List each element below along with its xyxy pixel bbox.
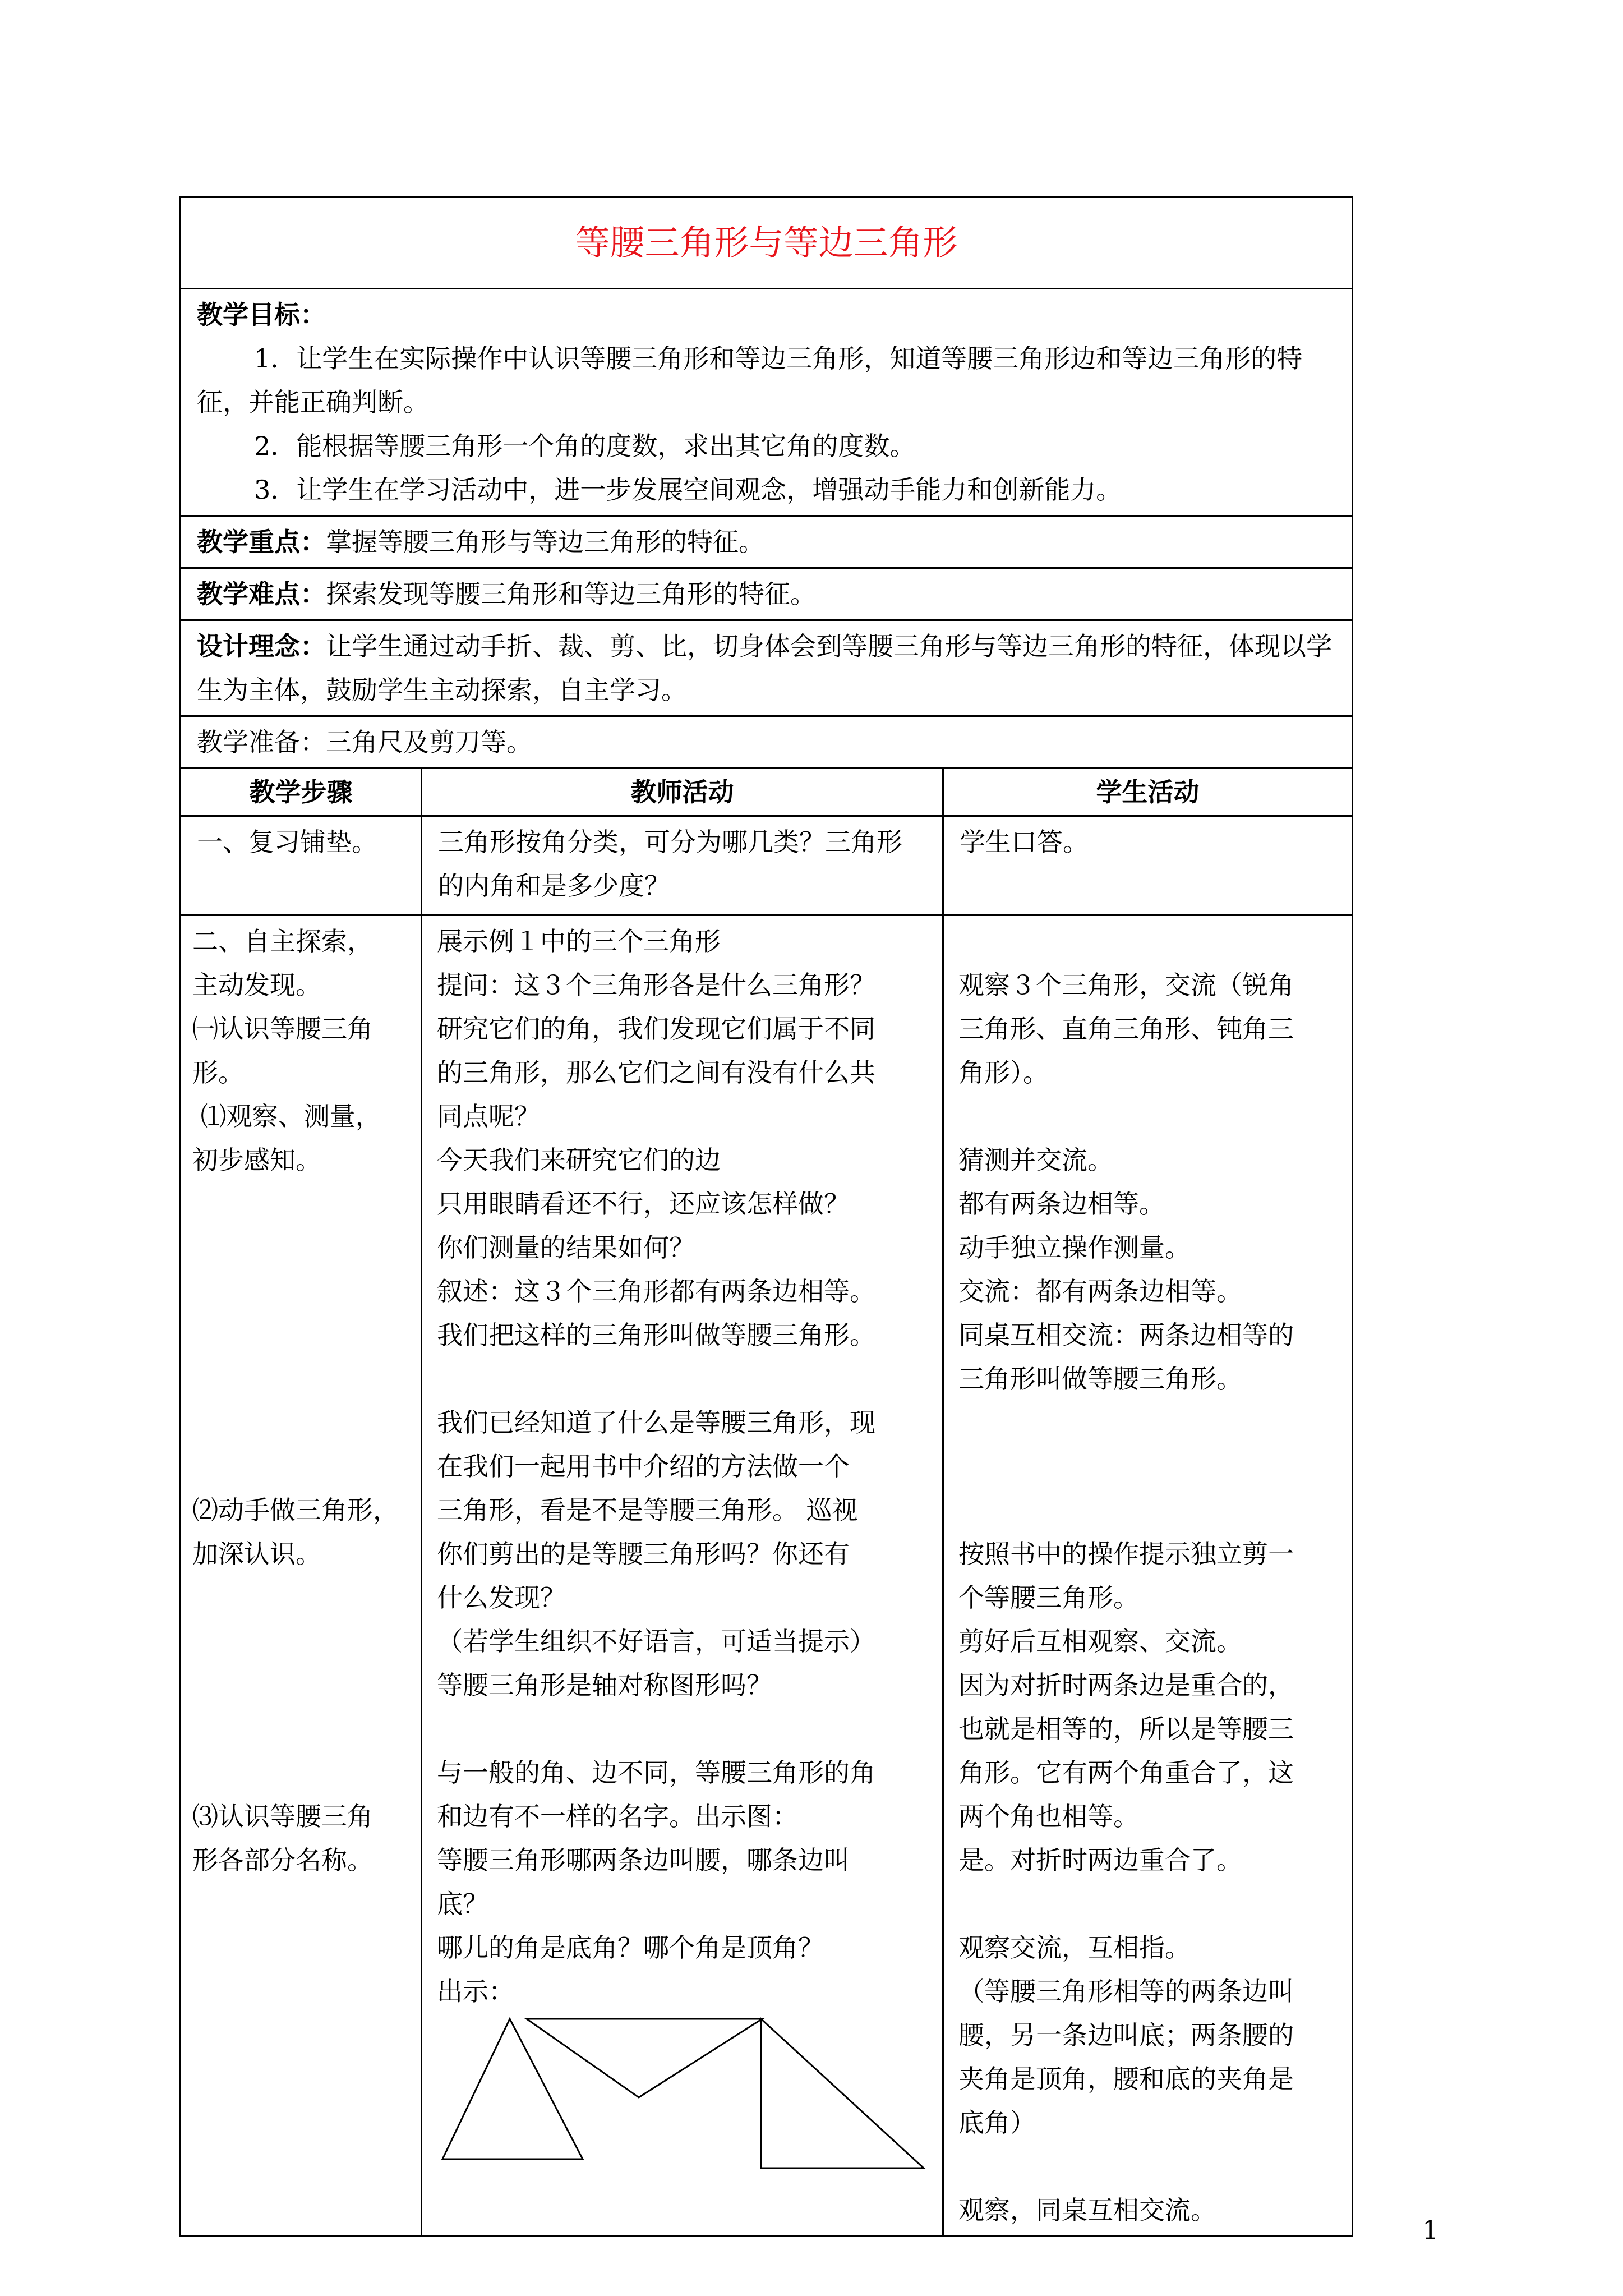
student-line: 动手独立操作测量。 (958, 1232, 1191, 1263)
teacher-line: 我们把这样的三角形叫做等腰三角形。 (437, 1320, 875, 1350)
step-line: 形。 (192, 1057, 244, 1088)
teacher-line: 哪儿的角是底角？哪个角是顶角？ (437, 1932, 824, 1963)
teacher-line: 与一般的角、边不同，等腰三角形的角 (437, 1757, 875, 1788)
student-line: 夹角是顶角，腰和底的夹角是 (958, 2064, 1294, 2094)
step-line: 形各部分名称。 (192, 1845, 373, 1875)
right-isosceles-triangle (761, 2019, 924, 2168)
obtuse-isosceles-triangle (527, 2019, 762, 2097)
header-steps: 教学步骤 (181, 769, 422, 816)
objective-item-2: 2．能根据等腰三角形一个角的度数，求出其它角的度数。 (254, 431, 916, 461)
student-line: 角形。它有两个角重合了，这 (958, 1757, 1294, 1788)
teacher-line: 底？ (437, 1889, 488, 1919)
teacher-line: 三角形，看是不是等腰三角形。 巡视 (437, 1495, 858, 1525)
student-line: 都有两条边相等。 (958, 1189, 1165, 1219)
difficulty-cell (181, 568, 1353, 620)
teacher-line: 叙述：这３个三角形都有两条边相等。 (437, 1276, 875, 1306)
student-line: 是。对折时两边重合了。 (958, 1845, 1242, 1875)
lesson-plan-table (179, 196, 1353, 2237)
student-line: 两个角也相等。 (958, 1801, 1139, 1832)
difficulty-row (181, 568, 1353, 620)
step-line: 主动发现。 (192, 970, 321, 1000)
difficulty-text: 探索发现等腰三角形和等边三角形的特征。 (326, 579, 816, 609)
step-line: 二、自主探索， (192, 926, 373, 956)
teacher-line: 你们测量的结果如何？ (437, 1232, 695, 1263)
step-line: 初步感知。 (192, 1145, 321, 1175)
student-line: 猜测并交流。 (958, 1145, 1113, 1175)
teacher-line: 我们已经知道了什么是等腰三角形，现 (437, 1407, 875, 1438)
student-line: 交流：都有两条边相等。 (958, 1276, 1242, 1306)
teacher-line: 展示例１中的三个三角形 (437, 926, 721, 956)
student-line: 三角形叫做等腰三角形。 (958, 1364, 1242, 1394)
page-number: 1 (1422, 2215, 1439, 2245)
teacher-line: 提问：这３个三角形各是什么三角形？ (437, 970, 875, 1000)
step-line: ㈠认识等腰三角 (192, 1014, 373, 1044)
objectives-row (181, 289, 1353, 516)
step-line: 加深认识。 (192, 1539, 321, 1569)
key-point-text: 掌握等腰三角形与等边三角形的特征。 (326, 527, 764, 557)
header-teacher: 教师活动 (422, 769, 943, 816)
objective-item-3: 3．让学生在学习活动中，进一步发展空间观念，增强动手能力和创新能力。 (254, 475, 1122, 505)
teacher-line: 同点呢？ (437, 1101, 540, 1131)
student-line: 观察交流，互相指。 (958, 1932, 1191, 1963)
step-line: ⑵动手做三角形， (192, 1495, 399, 1525)
step-line: ⑶认识等腰三角 (192, 1801, 373, 1832)
review-teacher: 三角形按角分类，可分为哪几类？三角形的内角和是多少度？ (422, 816, 943, 915)
explore-step-cell (181, 915, 422, 2237)
student-line: 按照书中的操作提示独立剪一 (958, 1539, 1294, 1569)
student-line: 因为对折时两条边是重合的， (958, 1670, 1294, 1700)
teacher-line: 在我们一起用书中介绍的方法做一个 (437, 1451, 850, 1481)
isosceles-triangles-figure (437, 2013, 930, 2170)
objectives-label: 教学目标： (197, 300, 326, 330)
teacher-line: 什么发现？ (437, 1582, 566, 1613)
teacher-line: 等腰三角形是轴对称图形吗？ (437, 1670, 772, 1700)
teacher-line: 你们剪出的是等腰三角形吗？你还有 (437, 1539, 850, 1569)
review-row (181, 816, 1353, 915)
teacher-line: 只用眼睛看还不行，还应该怎样做？ (437, 1189, 850, 1219)
student-line: 同桌互相交流：两条边相等的 (958, 1320, 1294, 1350)
student-line: 底角） (958, 2108, 1036, 2138)
student-line: 三角形、直角三角形、钝角三 (958, 1014, 1294, 1044)
difficulty-label: 教学难点： (197, 579, 326, 609)
explore-student-cell (943, 915, 1353, 2237)
explore-row (181, 915, 1353, 2237)
student-line: 观察３个三角形，交流（锐角 (958, 970, 1294, 1000)
column-header-row (181, 769, 1353, 816)
review-step: 一、复习铺垫。 (181, 816, 422, 915)
key-point-label: 教学重点： (197, 527, 326, 557)
header-student: 学生活动 (943, 769, 1353, 816)
design-text: 让学生通过动手折、裁、剪、比，切身体会到等腰三角形与等边三角形的特征，体现以学生为主体，鼓励学生主动探索，自主学习。 (197, 631, 1332, 705)
teacher-line: 研究它们的角，我们发现它们属于不同 (437, 1014, 875, 1044)
design-row (181, 620, 1353, 716)
title-row (181, 197, 1353, 289)
step-line: ⑴观察、测量， (192, 1101, 381, 1131)
acute-isosceles-triangle (442, 2019, 583, 2159)
objective-item-1: 1．让学生在实际操作中认识等腰三角形和等边三角形，知道等腰三角形边和等边三角形的特征，并能正确判断。 (197, 343, 1303, 417)
student-line: 个等腰三角形。 (958, 1582, 1139, 1613)
review-student: 学生口答。 (943, 816, 1353, 915)
student-line: 剪好后互相观察、交流。 (958, 1626, 1242, 1657)
explore-teacher-cell (422, 915, 943, 2237)
student-line: 腰，另一条边叫底；两条腰的 (958, 2020, 1294, 2050)
teacher-line: 出示： (437, 1976, 514, 2007)
preparation-text: 教学准备：三角尺及剪刀等。 (197, 727, 532, 757)
key-point-cell (181, 516, 1353, 568)
teacher-line: 等腰三角形哪两条边叫腰，哪条边叫 (437, 1845, 850, 1875)
page-title: 等腰三角形与等边三角形 (575, 222, 958, 263)
objectives-cell (181, 289, 1353, 516)
design-cell (181, 620, 1353, 716)
teacher-line: 的三角形，那么它们之间有没有什么共 (437, 1057, 875, 1088)
design-label: 设计理念： (197, 631, 326, 661)
student-line: 观察，同桌互相交流。 (958, 2195, 1216, 2225)
teacher-line: 和边有不一样的名字。出示图： (437, 1801, 798, 1832)
preparation-cell (181, 716, 1353, 769)
student-line: （等腰三角形相等的两条边叫 (958, 1976, 1294, 2007)
teacher-line: （若学生组织不好语言，可适当提示） (437, 1626, 875, 1657)
student-line: 也就是相等的，所以是等腰三 (958, 1714, 1294, 1744)
preparation-row (181, 716, 1353, 769)
teacher-line: 今天我们来研究它们的边 (437, 1145, 721, 1175)
title-cell (181, 197, 1353, 289)
key-point-row (181, 516, 1353, 568)
student-line: 角形）。 (958, 1057, 1049, 1088)
